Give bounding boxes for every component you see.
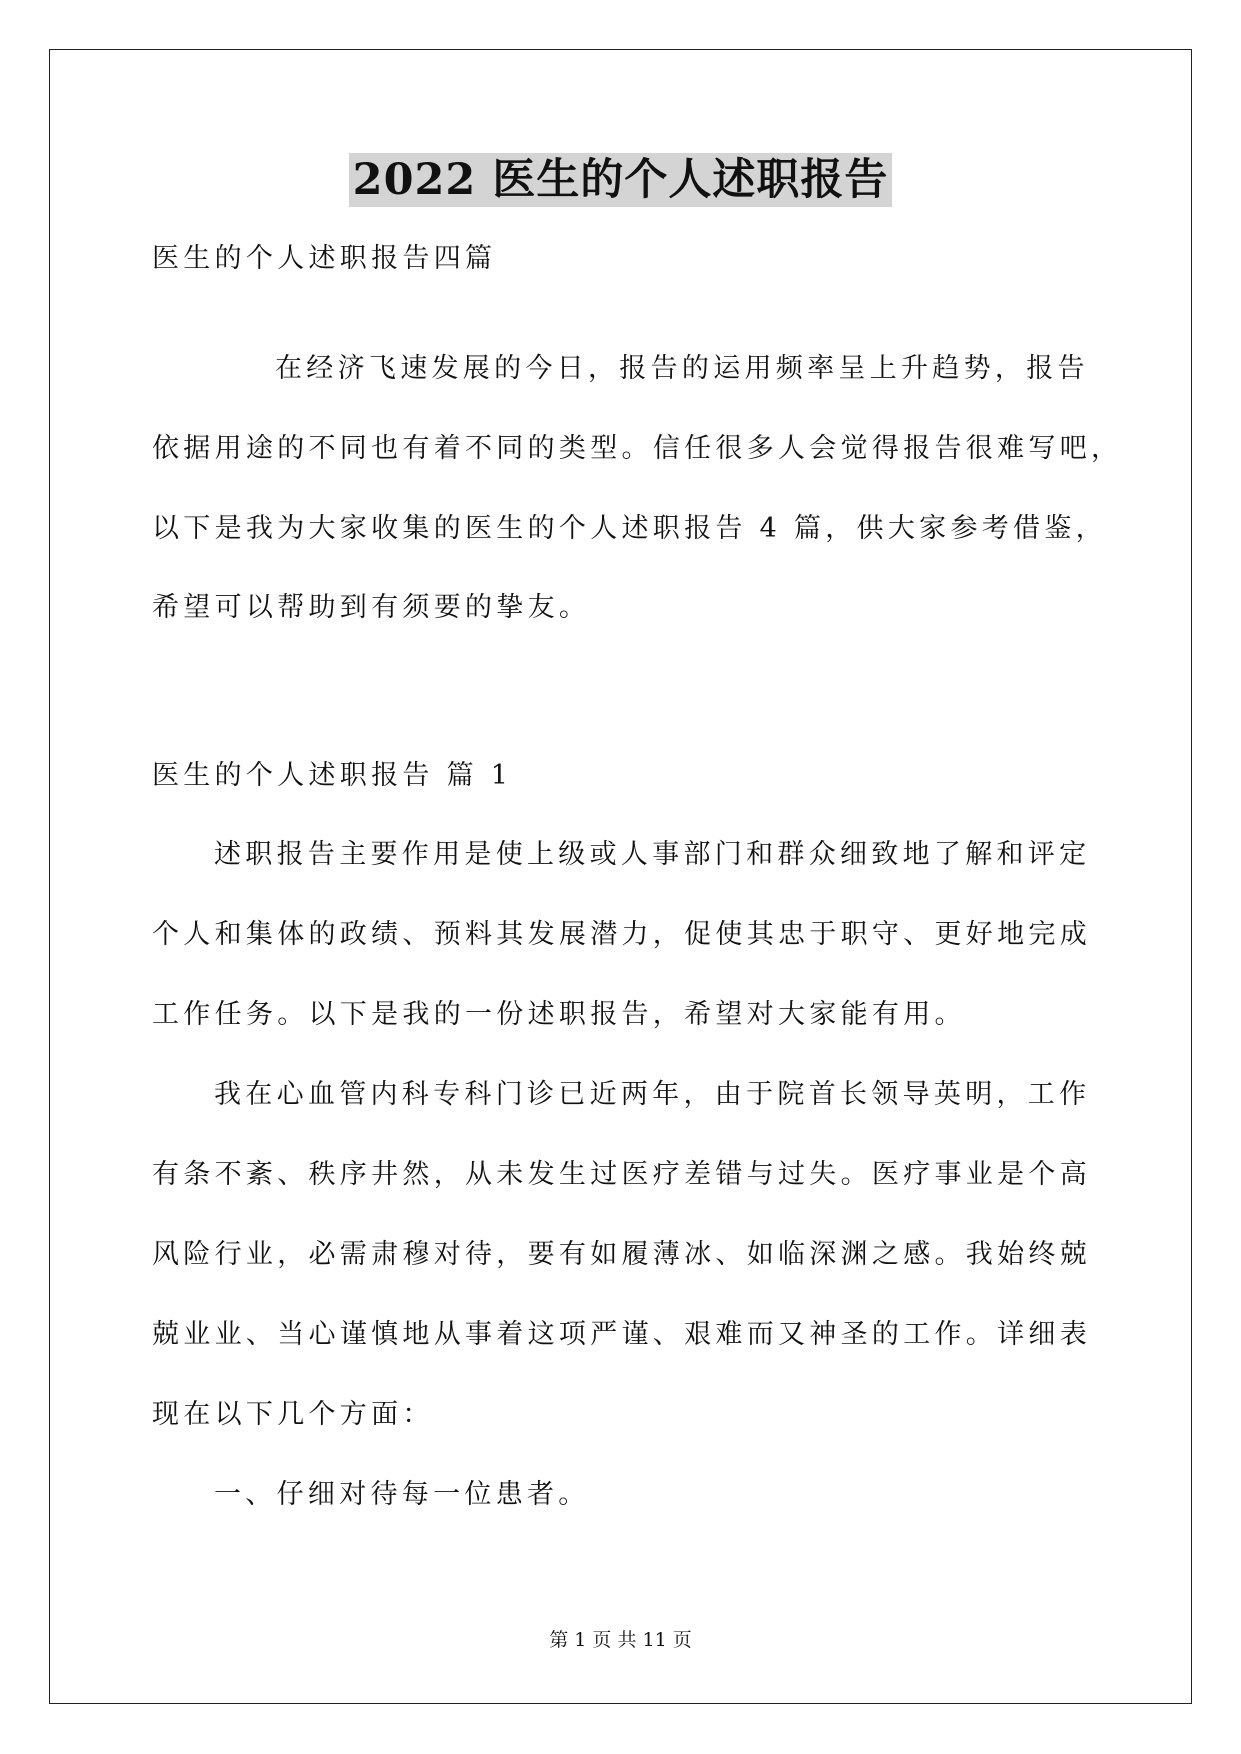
section-line-7: 兢业业、当心谨慎地从事着这项严谨、艰难而又神圣的工作。详细表	[152, 1319, 1091, 1350]
section-line-1: 述职报告主要作用是使上级或人事部门和群众细致地了解和评定	[214, 839, 1091, 870]
section-line-2: 个人和集体的政绩、预料其发展潜力，促使其忠于职守、更好地完成	[152, 919, 1091, 950]
subtitle: 医生的个人述职报告四篇	[152, 243, 497, 274]
intro-line-1: 在经济飞速发展的今日，报告的运用频率呈上升趋势，报告	[275, 353, 1089, 384]
document-title	[0, 152, 1241, 208]
section-line-5: 有条不紊、秩序井然，从未发生过医疗差错与过失。医疗事业是个高	[152, 1159, 1091, 1190]
section-line-9: 一、仔细对待每一位患者。	[214, 1479, 590, 1510]
document-title-text: 2022 医生的个人述职报告	[349, 153, 893, 207]
section-line-6: 风险行业，必需肃穆对待，要有如履薄冰、如临深渊之感。我始终兢	[152, 1239, 1091, 1270]
intro-line-2: 依据用途的不同也有着不同的类型。信任很多人会觉得报告很难写吧，	[152, 433, 1123, 464]
section-line-8: 现在以下几个方面：	[152, 1399, 434, 1430]
section-line-4: 我在心血管内科专科门诊已近两年，由于院首长领导英明，工作	[214, 1079, 1091, 1110]
section-line-3: 工作任务。以下是我的一份述职报告，希望对大家能有用。	[152, 999, 966, 1030]
section-heading: 医生的个人述职报告 篇 1	[152, 760, 513, 791]
intro-line-4: 希望可以帮助到有须要的挚友。	[152, 592, 591, 623]
intro-line-3: 以下是我为大家收集的医生的个人述职报告 4 篇，供大家参考借鉴，	[152, 513, 1107, 544]
page-footer: 第 1 页 共 11 页	[549, 1629, 692, 1651]
page-border	[49, 49, 1192, 1704]
